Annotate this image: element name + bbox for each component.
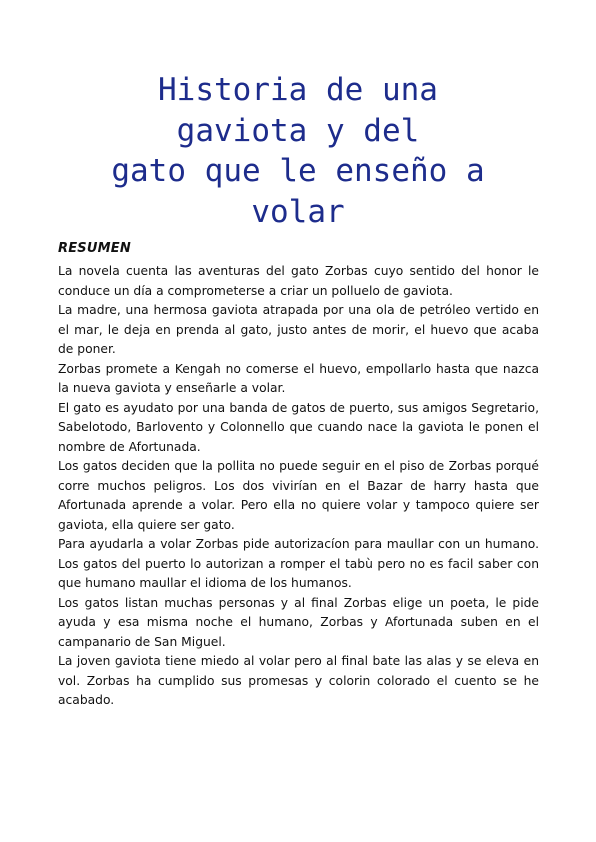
title-line: gato que le enseño a <box>111 153 485 189</box>
summary-paragraph: El gato es ayudato por una banda de gatos de puerto, sus amigos Segretario, Sabelotodo, Barlovento y Colonnello que cuando nace la gaviota le ponen el nombre de Afortunada. <box>58 400 539 454</box>
title-line: volar <box>251 193 345 230</box>
summary-body <box>58 262 539 711</box>
title-line: gaviota y del <box>176 112 420 149</box>
summary-paragraph: La joven gaviota tiene miedo al volar pero al final bate las alas y se eleva en vol. Zorbas ha cumplido sus promesas y colorin colorado el cuento se he acabado. <box>58 654 539 707</box>
summary-paragraph: La madre, una hermosa gaviota atrapada por una ola de petróleo vertido en el mar, le deja en prenda al gato, justo antes de morir, el huevo que acaba de poner. <box>58 303 539 356</box>
summary-paragraph: Los gatos listan muchas personas y al final Zorbas elige un poeta, le pide ayuda y esa misma noche el humano, Zorbas y Afortunada suben en el campanario de San Miguel. <box>58 595 539 649</box>
summary-paragraph: Zorbas promete a Kengah no comerse el huevo, empollarlo hasta que nazca la nueva gaviota y enseñarle a volar. <box>58 361 539 395</box>
summary-paragraph: La novela cuenta las aventuras del gato Zorbas cuyo sentido del honor le conduce un día a comprometerse a criar un polluelo de gaviota. <box>58 264 539 298</box>
document-title <box>40 70 556 232</box>
summary-paragraph: Para ayudarla a volar Zorbas pide autorizacíon para maullar con un humano. Los gatos del puerto lo autorizan a romper el tabù pero no es facil saber con que humano maullar el idioma de los humanos. <box>58 537 539 590</box>
title-line: Historia de una <box>158 72 438 108</box>
section-heading: RESUMEN <box>58 241 131 256</box>
summary-paragraph: Los gatos deciden que la pollita no puede seguir en el piso de Zorbas porqué corre muchos peligros. Los dos vivirían en el Bazar de harry hasta que Afortunada aprende a volar. Pero ella no quiere volar y tampoco quiere ser gaviota, ella quiere ser gato. <box>58 459 539 532</box>
